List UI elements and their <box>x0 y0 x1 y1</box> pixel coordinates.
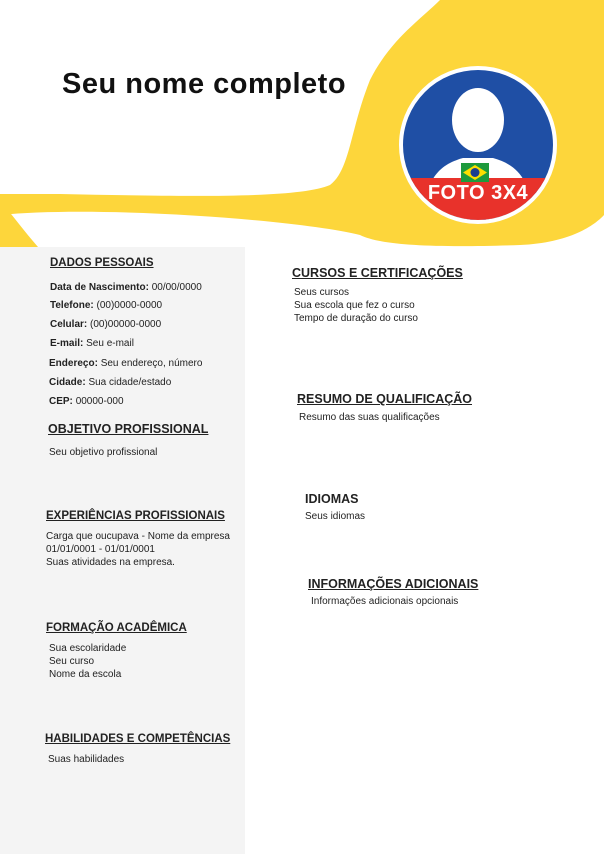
mobile-row <box>50 318 161 331</box>
brazil-flag-icon <box>461 163 489 182</box>
full-name-title: Seu nome completo <box>62 68 347 100</box>
phone-row <box>50 299 162 312</box>
experience-line-1: Carga que oucupava - Nome da empresa <box>46 531 230 542</box>
courses-line-3: Tempo de duração do curso <box>294 313 418 324</box>
additional-info-text: Informações adicionais opcionais <box>311 596 459 607</box>
additional-info-heading: INFORMAÇÕES ADICIONAIS <box>308 577 479 591</box>
email-label: E-mail: <box>50 338 84 349</box>
birthdate-label: Data de Nascimento: <box>50 282 149 293</box>
mobile-value: (00)00000-0000 <box>90 319 162 330</box>
education-heading: FORMAÇÃO ACADÊMICA <box>46 622 187 634</box>
city-label: Cidade: <box>49 377 86 388</box>
address-row <box>49 357 202 370</box>
city-row <box>49 376 171 389</box>
phone-label: Telefone: <box>50 300 94 311</box>
skills-heading: HABILIDADES E COMPETÊNCIAS <box>45 733 231 745</box>
mobile-label: Celular: <box>50 319 88 330</box>
birthdate-row <box>50 281 202 294</box>
email-row <box>50 337 134 350</box>
photo-label: FOTO 3X4 <box>427 182 529 204</box>
skills-text: Suas habilidades <box>48 754 125 765</box>
education-line-2: Seu curso <box>49 656 95 667</box>
courses-line-1: Seus cursos <box>294 287 350 298</box>
summary-heading: RESUMO DE QUALIFICAÇÃO <box>297 392 472 406</box>
city-value: Sua cidade/estado <box>88 377 172 388</box>
address-label: Endereço: <box>49 358 98 369</box>
cep-label: CEP: <box>49 396 73 407</box>
courses-heading: CURSOS E CERTIFICAÇÕES <box>292 266 463 280</box>
objective-heading: OBJETIVO PROFISSIONAL <box>48 422 209 436</box>
courses-line-2: Sua escola que fez o curso <box>294 300 415 311</box>
education-line-3: Nome da escola <box>49 669 122 680</box>
objective-text: Seu objetivo profissional <box>49 447 158 458</box>
personal-data-heading: DADOS PESSOAIS <box>50 257 154 269</box>
profile-photo-placeholder[interactable] <box>399 66 557 224</box>
experience-line-3: Suas atividades na empresa. <box>46 557 175 568</box>
cep-value: 00000-000 <box>75 396 124 407</box>
phone-value: (00)0000-0000 <box>96 300 163 311</box>
experience-line-2: 01/01/0001 - 01/01/0001 <box>46 544 155 555</box>
languages-text: Seus idiomas <box>305 511 366 522</box>
birthdate-value: 00/00/0000 <box>151 282 202 293</box>
experience-heading: EXPERIÊNCIAS PROFISSIONAIS <box>46 510 225 522</box>
address-value: Seu endereço, número <box>100 358 203 369</box>
cep-row <box>49 395 124 408</box>
languages-heading: IDIOMAS <box>305 492 359 506</box>
email-value: Seu e-mail <box>86 338 134 349</box>
education-line-1: Sua escolaridade <box>49 643 127 654</box>
summary-text: Resumo das suas qualificações <box>299 412 440 423</box>
